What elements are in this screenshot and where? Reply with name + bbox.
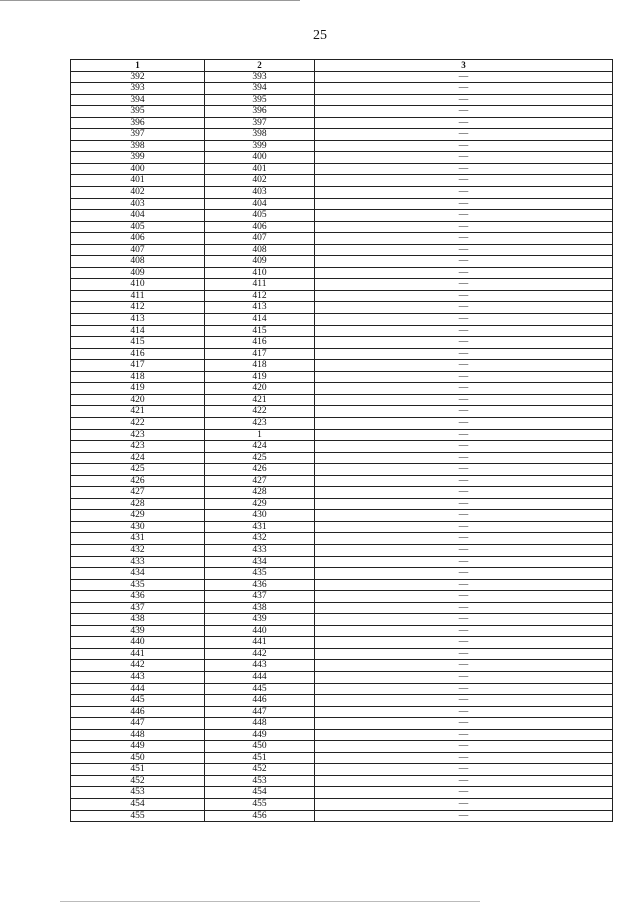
table-cell-col-3: —	[315, 764, 613, 776]
table-row	[71, 244, 613, 256]
table-cell-col-3: —	[315, 129, 613, 141]
table-cell-col-1: 449	[71, 741, 205, 753]
table-cell-col-1: 431	[71, 533, 205, 545]
table-row	[71, 660, 613, 672]
table-cell-col-2: 422	[205, 406, 315, 418]
table-cell-col-1: 451	[71, 764, 205, 776]
table-row	[71, 279, 613, 291]
table-cell-col-1: 417	[71, 360, 205, 372]
table-cell-col-2: 408	[205, 244, 315, 256]
table-cell-col-2: 405	[205, 210, 315, 222]
table-cell-col-3: —	[315, 729, 613, 741]
table-row	[71, 210, 613, 222]
table-cell-col-3: —	[315, 683, 613, 695]
table-cell-col-3: —	[315, 741, 613, 753]
table-cell-col-2: 417	[205, 348, 315, 360]
table-row	[71, 106, 613, 118]
table-row	[71, 718, 613, 730]
column-header-3: 3	[315, 60, 613, 72]
table-cell-col-2: 404	[205, 198, 315, 210]
table-cell-col-1: 450	[71, 752, 205, 764]
table-cell-col-3: —	[315, 602, 613, 614]
table-row	[71, 741, 613, 753]
table-row	[71, 625, 613, 637]
table-cell-col-2: 401	[205, 163, 315, 175]
table-row	[71, 464, 613, 476]
table-row	[71, 544, 613, 556]
table-cell-col-1: 396	[71, 117, 205, 129]
table-cell-col-2: 448	[205, 718, 315, 730]
table-cell-col-1: 452	[71, 775, 205, 787]
table-cell-col-1: 430	[71, 521, 205, 533]
table-cell-col-1: 398	[71, 140, 205, 152]
table-row	[71, 533, 613, 545]
table-cell-col-2: 446	[205, 695, 315, 707]
table-cell-col-1: 401	[71, 175, 205, 187]
table-row	[71, 337, 613, 349]
table-cell-col-2: 423	[205, 417, 315, 429]
table-cell-col-2: 451	[205, 752, 315, 764]
table-header-row	[71, 60, 613, 72]
table-row	[71, 787, 613, 799]
table-row	[71, 648, 613, 660]
table-cell-col-1: 395	[71, 106, 205, 118]
table-row	[71, 729, 613, 741]
table-cell-col-2: 440	[205, 625, 315, 637]
table-cell-col-1: 443	[71, 671, 205, 683]
table-row	[71, 799, 613, 811]
table-cell-col-3: —	[315, 152, 613, 164]
table-cell-col-2: 427	[205, 475, 315, 487]
table-row	[71, 706, 613, 718]
table-row	[71, 671, 613, 683]
table-cell-col-2: 418	[205, 360, 315, 372]
table-cell-col-3: —	[315, 348, 613, 360]
table-cell-col-2: 416	[205, 337, 315, 349]
table-cell-col-2: 432	[205, 533, 315, 545]
table-cell-col-3: —	[315, 706, 613, 718]
table-cell-col-2: 398	[205, 129, 315, 141]
table-cell-col-3: —	[315, 383, 613, 395]
table-cell-col-3: —	[315, 417, 613, 429]
table-cell-col-1: 406	[71, 233, 205, 245]
table-cell-col-3: —	[315, 556, 613, 568]
table-cell-col-1: 420	[71, 394, 205, 406]
table-row	[71, 187, 613, 199]
table-cell-col-1: 453	[71, 787, 205, 799]
table-cell-col-2: 412	[205, 290, 315, 302]
table-cell-col-1: 429	[71, 510, 205, 522]
table-cell-col-3: —	[315, 106, 613, 118]
table-cell-col-2: 1	[205, 429, 315, 441]
table-cell-col-1: 433	[71, 556, 205, 568]
table-cell-col-2: 394	[205, 83, 315, 95]
table-cell-col-3: —	[315, 314, 613, 326]
table-cell-col-3: —	[315, 337, 613, 349]
table-cell-col-2: 441	[205, 637, 315, 649]
table-cell-col-3: —	[315, 210, 613, 222]
table-row	[71, 775, 613, 787]
table-row	[71, 94, 613, 106]
table-cell-col-2: 449	[205, 729, 315, 741]
column-header-2: 2	[205, 60, 315, 72]
table-cell-col-1: 410	[71, 279, 205, 291]
table-cell-col-3: —	[315, 752, 613, 764]
table-cell-col-1: 427	[71, 487, 205, 499]
table-cell-col-2: 445	[205, 683, 315, 695]
table-cell-col-1: 418	[71, 371, 205, 383]
table-cell-col-3: —	[315, 568, 613, 580]
table-cell-col-2: 424	[205, 441, 315, 453]
table-cell-col-2: 454	[205, 787, 315, 799]
table-cell-col-2: 409	[205, 256, 315, 268]
table-cell-col-3: —	[315, 71, 613, 83]
table-cell-col-3: —	[315, 83, 613, 95]
table-cell-col-1: 441	[71, 648, 205, 660]
table-cell-col-1: 402	[71, 187, 205, 199]
table-cell-col-1: 422	[71, 417, 205, 429]
table-cell-col-3: —	[315, 302, 613, 314]
table-cell-col-2: 429	[205, 498, 315, 510]
table-cell-col-3: —	[315, 256, 613, 268]
table-cell-col-1: 448	[71, 729, 205, 741]
table-cell-col-1: 392	[71, 71, 205, 83]
table-cell-col-1: 414	[71, 325, 205, 337]
table-cell-col-2: 434	[205, 556, 315, 568]
table-cell-col-1: 419	[71, 383, 205, 395]
table-cell-col-3: —	[315, 429, 613, 441]
table-cell-col-2: 397	[205, 117, 315, 129]
table-cell-col-2: 453	[205, 775, 315, 787]
table-cell-col-3: —	[315, 544, 613, 556]
table-cell-col-2: 435	[205, 568, 315, 580]
table-row	[71, 452, 613, 464]
table-cell-col-2: 396	[205, 106, 315, 118]
table-row	[71, 117, 613, 129]
table-row	[71, 614, 613, 626]
table-cell-col-2: 410	[205, 267, 315, 279]
data-table-container	[70, 59, 612, 822]
table-cell-col-2: 402	[205, 175, 315, 187]
table-cell-col-3: —	[315, 244, 613, 256]
scan-edge-top	[0, 0, 300, 1]
table-cell-col-1: 408	[71, 256, 205, 268]
table-cell-col-2: 400	[205, 152, 315, 164]
table-row	[71, 290, 613, 302]
table-row	[71, 406, 613, 418]
table-cell-col-2: 425	[205, 452, 315, 464]
table-row	[71, 683, 613, 695]
table-cell-col-1: 436	[71, 591, 205, 603]
table-cell-col-2: 393	[205, 71, 315, 83]
table-row	[71, 556, 613, 568]
table-row	[71, 441, 613, 453]
table-cell-col-2: 437	[205, 591, 315, 603]
table-cell-col-3: —	[315, 198, 613, 210]
table-cell-col-2: 442	[205, 648, 315, 660]
table-cell-col-1: 399	[71, 152, 205, 164]
table-row	[71, 71, 613, 83]
table-row	[71, 487, 613, 499]
table-cell-col-2: 444	[205, 671, 315, 683]
table-cell-col-3: —	[315, 625, 613, 637]
table-row	[71, 221, 613, 233]
table-cell-col-2: 406	[205, 221, 315, 233]
table-cell-col-3: —	[315, 510, 613, 522]
table-cell-col-3: —	[315, 464, 613, 476]
table-row	[71, 383, 613, 395]
table-cell-col-3: —	[315, 487, 613, 499]
table-cell-col-3: —	[315, 591, 613, 603]
table-row	[71, 256, 613, 268]
table-cell-col-2: 443	[205, 660, 315, 672]
table-cell-col-1: 424	[71, 452, 205, 464]
table-cell-col-2: 452	[205, 764, 315, 776]
table-cell-col-1: 442	[71, 660, 205, 672]
table-row	[71, 752, 613, 764]
table-cell-col-3: —	[315, 360, 613, 372]
table-cell-col-1: 432	[71, 544, 205, 556]
table-cell-col-3: —	[315, 614, 613, 626]
table-cell-col-2: 399	[205, 140, 315, 152]
table-cell-col-1: 444	[71, 683, 205, 695]
table-row	[71, 267, 613, 279]
table-cell-col-1: 415	[71, 337, 205, 349]
table-cell-col-1: 447	[71, 718, 205, 730]
table-cell-col-3: —	[315, 799, 613, 811]
table-cell-col-1: 403	[71, 198, 205, 210]
table-cell-col-3: —	[315, 671, 613, 683]
table-row	[71, 602, 613, 614]
table-cell-col-3: —	[315, 140, 613, 152]
table-cell-col-1: 435	[71, 579, 205, 591]
table-row	[71, 233, 613, 245]
table-row	[71, 348, 613, 360]
table-cell-col-1: 411	[71, 290, 205, 302]
table-cell-col-3: —	[315, 441, 613, 453]
table-row	[71, 810, 613, 822]
table-cell-col-3: —	[315, 787, 613, 799]
table-row	[71, 302, 613, 314]
table-row	[71, 510, 613, 522]
table-cell-col-1: 404	[71, 210, 205, 222]
table-cell-col-1: 455	[71, 810, 205, 822]
table-cell-col-1: 397	[71, 129, 205, 141]
table-row	[71, 591, 613, 603]
table-cell-col-3: —	[315, 775, 613, 787]
table-cell-col-2: 428	[205, 487, 315, 499]
table-cell-col-1: 405	[71, 221, 205, 233]
table-cell-col-1: 407	[71, 244, 205, 256]
table-row	[71, 695, 613, 707]
table-cell-col-2: 455	[205, 799, 315, 811]
table-cell-col-1: 440	[71, 637, 205, 649]
table-body	[71, 71, 613, 822]
table-cell-col-3: —	[315, 452, 613, 464]
table-cell-col-2: 439	[205, 614, 315, 626]
table-cell-col-3: —	[315, 290, 613, 302]
table-cell-col-3: —	[315, 163, 613, 175]
table-cell-col-2: 421	[205, 394, 315, 406]
table-cell-col-3: —	[315, 406, 613, 418]
table-cell-col-2: 403	[205, 187, 315, 199]
table-cell-col-3: —	[315, 279, 613, 291]
table-cell-col-2: 433	[205, 544, 315, 556]
table-cell-col-1: 446	[71, 706, 205, 718]
table-row	[71, 152, 613, 164]
table-cell-col-3: —	[315, 117, 613, 129]
table-row	[71, 129, 613, 141]
table-row	[71, 175, 613, 187]
table-cell-col-1: 413	[71, 314, 205, 326]
table-row	[71, 360, 613, 372]
table-cell-col-3: —	[315, 187, 613, 199]
table-row	[71, 498, 613, 510]
table-cell-col-2: 413	[205, 302, 315, 314]
data-table	[70, 59, 613, 822]
table-cell-col-1: 426	[71, 475, 205, 487]
table-row	[71, 521, 613, 533]
table-cell-col-2: 415	[205, 325, 315, 337]
table-cell-col-2: 436	[205, 579, 315, 591]
table-cell-col-3: —	[315, 648, 613, 660]
table-cell-col-1: 437	[71, 602, 205, 614]
table-cell-col-1: 454	[71, 799, 205, 811]
table-cell-col-2: 414	[205, 314, 315, 326]
table-cell-col-3: —	[315, 475, 613, 487]
table-cell-col-1: 425	[71, 464, 205, 476]
table-cell-col-1: 423	[71, 429, 205, 441]
table-cell-col-2: 407	[205, 233, 315, 245]
table-cell-col-1: 412	[71, 302, 205, 314]
table-cell-col-1: 400	[71, 163, 205, 175]
table-row	[71, 83, 613, 95]
table-row	[71, 371, 613, 383]
table-cell-col-3: —	[315, 267, 613, 279]
table-row	[71, 163, 613, 175]
table-cell-col-2: 420	[205, 383, 315, 395]
table-cell-col-2: 450	[205, 741, 315, 753]
table-cell-col-1: 434	[71, 568, 205, 580]
table-row	[71, 198, 613, 210]
table-cell-col-3: —	[315, 660, 613, 672]
table-row	[71, 475, 613, 487]
table-cell-col-2: 411	[205, 279, 315, 291]
table-cell-col-3: —	[315, 221, 613, 233]
table-cell-col-1: 421	[71, 406, 205, 418]
table-cell-col-3: —	[315, 521, 613, 533]
table-cell-col-1: 393	[71, 83, 205, 95]
table-cell-col-1: 438	[71, 614, 205, 626]
table-cell-col-2: 456	[205, 810, 315, 822]
scan-edge-bottom	[60, 901, 480, 902]
table-cell-col-2: 419	[205, 371, 315, 383]
table-cell-col-3: —	[315, 695, 613, 707]
table-cell-col-3: —	[315, 175, 613, 187]
table-cell-col-3: —	[315, 371, 613, 383]
table-row	[71, 568, 613, 580]
table-cell-col-1: 394	[71, 94, 205, 106]
table-row	[71, 764, 613, 776]
table-row	[71, 417, 613, 429]
table-cell-col-3: —	[315, 498, 613, 510]
table-cell-col-3: —	[315, 94, 613, 106]
table-cell-col-1: 428	[71, 498, 205, 510]
table-cell-col-2: 430	[205, 510, 315, 522]
table-cell-col-3: —	[315, 810, 613, 822]
table-cell-col-3: —	[315, 325, 613, 337]
table-cell-col-1: 423	[71, 441, 205, 453]
table-cell-col-3: —	[315, 233, 613, 245]
table-cell-col-1: 416	[71, 348, 205, 360]
table-row	[71, 314, 613, 326]
table-cell-col-1: 409	[71, 267, 205, 279]
table-row	[71, 325, 613, 337]
table-cell-col-2: 438	[205, 602, 315, 614]
table-row	[71, 429, 613, 441]
table-cell-col-2: 426	[205, 464, 315, 476]
table-cell-col-1: 445	[71, 695, 205, 707]
table-cell-col-3: —	[315, 579, 613, 591]
table-cell-col-1: 439	[71, 625, 205, 637]
column-header-1: 1	[71, 60, 205, 72]
table-cell-col-2: 431	[205, 521, 315, 533]
table-cell-col-3: —	[315, 394, 613, 406]
table-row	[71, 140, 613, 152]
table-row	[71, 579, 613, 591]
table-cell-col-3: —	[315, 718, 613, 730]
table-cell-col-3: —	[315, 637, 613, 649]
table-row	[71, 637, 613, 649]
table-cell-col-2: 447	[205, 706, 315, 718]
page-number: 25	[313, 28, 327, 43]
table-row	[71, 394, 613, 406]
table-cell-col-3: —	[315, 533, 613, 545]
table-cell-col-2: 395	[205, 94, 315, 106]
